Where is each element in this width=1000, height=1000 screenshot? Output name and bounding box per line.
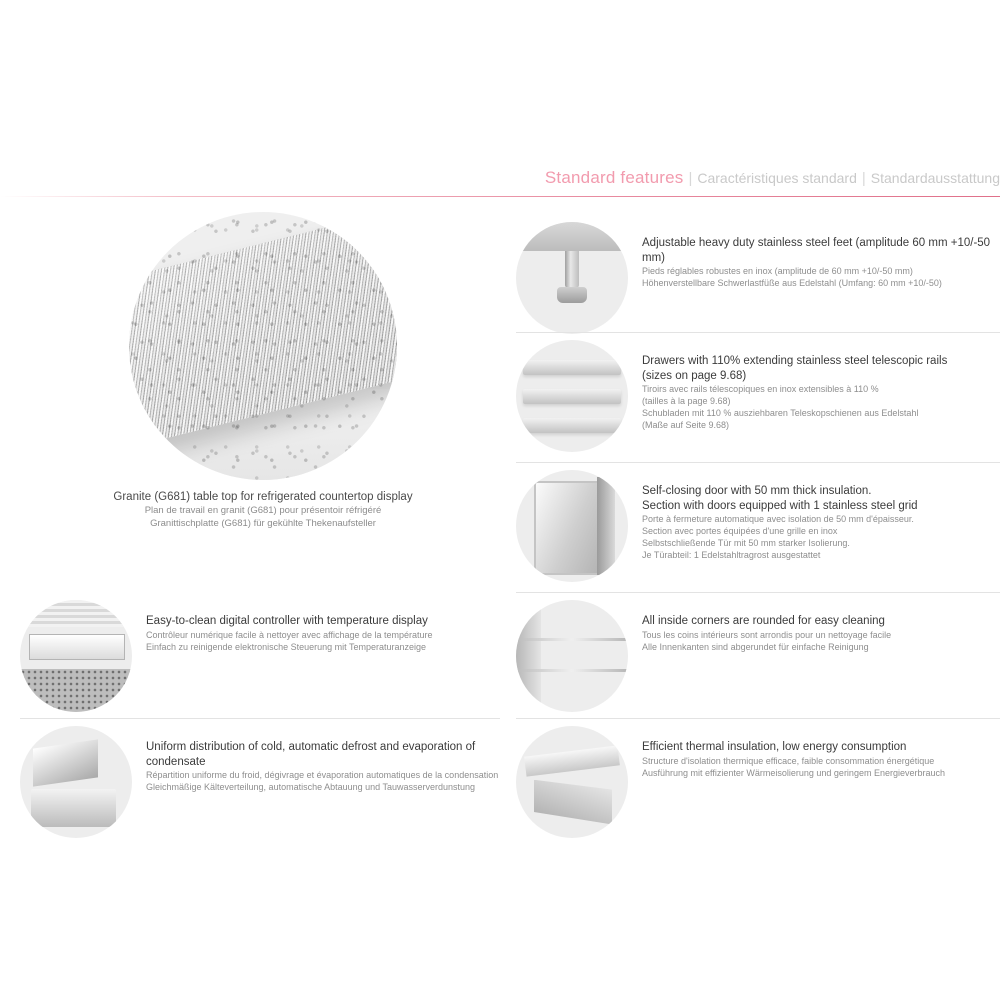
self-closing-door-photo <box>516 470 628 582</box>
feature-cold-title-de: Gleichmäßige Kälteverteilung, automatische Abtauung und Tauwasserverdunstung <box>146 782 476 792</box>
feature-adjustable-feet <box>516 222 1000 334</box>
feature-corners-title-en: All inside corners are rounded for easy cleaning <box>642 615 885 627</box>
granite-caption-fr: Plan de travail en granit (G681) pour présentoir réfrigéré <box>144 505 382 516</box>
feature-insulation-title-de: Ausführung mit effizienter Wärmeisolierung und geringem Energieverbrauch <box>642 767 945 778</box>
feature-divider-2 <box>516 462 1000 463</box>
feature-adjustable-feet-title-en: Adjustable heavy duty stainless steel feet (amplitude 60 mm +10/-50 mm) <box>642 237 991 264</box>
feature-drawers-title-fr-2: (tailles à la page 9.68) <box>642 396 731 406</box>
feature-door-title-fr-1: Porte à fermeture automatique avec isolation de 50 mm d'épaisseur. <box>642 514 914 524</box>
header-title-row <box>545 168 1000 188</box>
feature-self-closing-door <box>516 470 1000 582</box>
feature-divider-3 <box>516 592 1000 593</box>
feature-telescopic-drawers <box>516 340 1000 452</box>
thermal-insulation-photo <box>516 726 628 838</box>
cold-distribution-photo <box>20 726 132 838</box>
title-separator-1: | <box>688 170 693 187</box>
feature-drawers-title-fr-1: Tiroirs avec rails télescopiques en inox extensibles à 110 % <box>642 384 879 394</box>
feature-divider-5 <box>516 718 1000 719</box>
feature-door-title-de-1: Selbstschließende Tür mit 50 mm starker Isolierung. <box>642 538 850 548</box>
feature-drawers-title-de-2: (Maße auf Seite 9.68) <box>642 420 730 430</box>
feature-drawers-title-de-1: Schubladen mit 110 % ausziehbaren Teleskopschienen aus Edelstahl <box>642 408 919 418</box>
feature-cold-title-fr: Répartition uniforme du froid, dégivrage et évaporation automatiques de la condensation <box>146 770 499 780</box>
stainless-steel-feet-photo <box>516 222 628 334</box>
page-title-fr: Caractéristiques standard <box>697 170 857 186</box>
feature-insulation-title-fr: Structure d'isolation thermique efficace, faible consommation énergétique <box>642 755 935 766</box>
feature-drawers-title-en-1: Drawers with 110% extending stainless steel telescopic rails <box>642 355 948 367</box>
granite-caption <box>108 490 418 530</box>
granite-slab-photo <box>129 212 397 480</box>
feature-door-title-en-2: Section with doors equipped with 1 stainless steel grid <box>642 499 918 512</box>
header-divider-rule <box>0 196 1000 197</box>
feature-divider-4 <box>20 718 500 719</box>
feature-adjustable-feet-title-fr: Pieds réglables robustes en inox (amplitude de 60 mm +10/-50 mm) <box>642 266 913 276</box>
granite-caption-de: Granittischplatte (G681) für gekühlte Thekenaufsteller <box>150 517 376 529</box>
feature-door-title-fr-2: Section avec portes équipées d'une grille en inox <box>642 526 838 536</box>
feature-rounded-corners <box>516 600 1000 712</box>
granite-caption-en: Granite (G681) table top for refrigerated countertop display <box>113 491 413 503</box>
feature-drawers-title-en-2: (sizes on page 9.68) <box>642 369 747 382</box>
page-title-en: Standard features <box>544 168 684 187</box>
feature-adjustable-feet-title-de: Höhenverstellbare Schwerlastfüße aus Edelstahl (Umfang: 60 mm +10/-50) <box>642 278 942 288</box>
feature-controller-title-fr: Contrôleur numérique facile à nettoyer avec affichage de la température <box>146 629 433 640</box>
feature-divider-1 <box>516 332 1000 333</box>
feature-corners-title-de: Alle Innenkanten sind abgerundet für einfache Reinigung <box>642 641 869 652</box>
page-title-de: Standardausstattung <box>870 170 1000 186</box>
drawers-telescopic-rails-photo <box>516 340 628 452</box>
feature-corners-title-fr: Tous les coins intérieurs sont arrondis pour un nettoyage facile <box>642 629 892 640</box>
feature-digital-controller <box>20 600 496 712</box>
feature-door-title-de-2: Je Türabteil: 1 Edelstahltragrost ausgestattet <box>642 550 821 560</box>
digital-controller-photo <box>20 600 132 712</box>
feature-insulation-title-en: Efficient thermal insulation, low energy consumption <box>642 741 907 753</box>
title-separator-2: | <box>861 170 866 187</box>
page-header <box>0 168 1000 200</box>
granite-feature-block <box>108 212 418 530</box>
feature-thermal-insulation <box>516 726 1000 838</box>
feature-cold-title-en: Uniform distribution of cold, automatic defrost and evaporation of condensate <box>146 741 476 768</box>
feature-door-title-en-1: Self-closing door with 50 mm thick insulation. <box>642 485 872 497</box>
rounded-inside-corners-photo <box>516 600 628 712</box>
feature-controller-title-en: Easy-to-clean digital controller with temperature display <box>146 615 428 627</box>
feature-cold-distribution <box>20 726 516 838</box>
feature-controller-title-de: Einfach zu reinigende elektronische Steuerung mit Temperaturanzeige <box>146 641 427 652</box>
